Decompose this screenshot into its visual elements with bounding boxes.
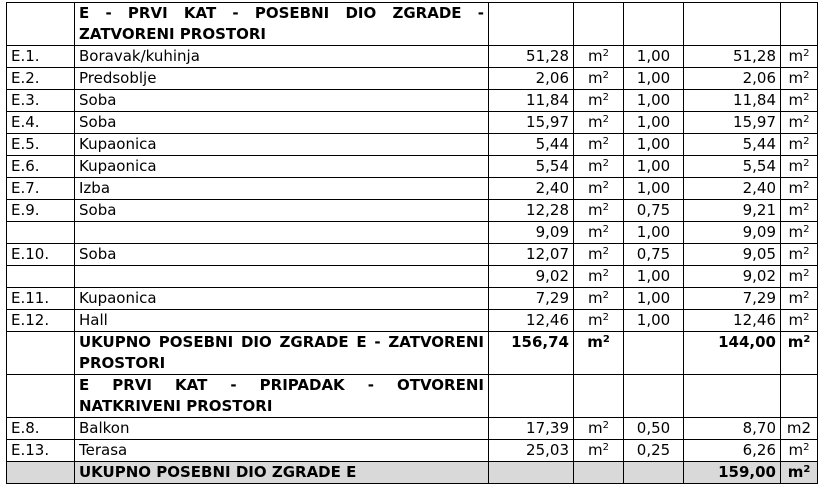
gross-unit-exponent: 2 [602, 312, 609, 323]
gross-area: 11,84 [489, 90, 574, 112]
net-unit-base: m [788, 289, 804, 307]
coefficient: 1,00 [624, 266, 684, 288]
net-unit-base: m [788, 201, 804, 219]
net-area: 2,06 [684, 68, 781, 90]
gross-unit [574, 134, 624, 156]
table-row [7, 310, 818, 332]
empty-cell [7, 375, 75, 418]
net-unit-exponent: 2 [803, 114, 810, 125]
subtotal-net-unit [781, 332, 818, 375]
gross-unit-base: m [588, 113, 603, 131]
gross-unit-exponent: 2 [602, 246, 609, 257]
net-unit [781, 222, 818, 244]
net-unit-exponent: 2 [803, 442, 810, 453]
gross-area: 5,44 [489, 134, 574, 156]
net-unit-base: m [788, 223, 804, 241]
gross-unit [574, 90, 624, 112]
gross-unit [574, 288, 624, 310]
gross-area: 17,39 [489, 418, 574, 440]
gross-unit-exponent: 2 [602, 224, 609, 235]
net-unit-exponent: 2 [803, 202, 810, 213]
empty-cell [624, 375, 684, 418]
coefficient: 0,75 [624, 244, 684, 266]
coefficient: 0,75 [624, 200, 684, 222]
room-code: E.2. [7, 68, 75, 90]
table-row [7, 200, 818, 222]
coefficient: 0,25 [624, 440, 684, 462]
room-code: E.5. [7, 134, 75, 156]
empty-cell [781, 375, 818, 418]
coefficient: 0,50 [624, 418, 684, 440]
gross-unit [574, 244, 624, 266]
room-name: Kupaonica [75, 134, 489, 156]
coefficient: 1,00 [624, 222, 684, 244]
room-code: E.1. [7, 46, 75, 68]
room-code: E.6. [7, 156, 75, 178]
net-unit-exponent: 2 [803, 136, 810, 147]
gross-area: 12,07 [489, 244, 574, 266]
net-unit [781, 418, 818, 440]
room-code: E.3. [7, 90, 75, 112]
room-code: E.12. [7, 310, 75, 332]
subtotal-unit-base: m [587, 333, 603, 351]
gross-unit-exponent: 2 [602, 290, 609, 301]
area-table-body [7, 3, 818, 484]
room-name [75, 222, 489, 244]
coefficient: 1,00 [624, 156, 684, 178]
net-unit-base: m [788, 113, 804, 131]
room-name: Predsoblje [75, 68, 489, 90]
net-unit [781, 68, 818, 90]
room-code: E.11. [7, 288, 75, 310]
subtotal-label: UKUPNO POSEBNI DIO ZGRADE E - ZATVORENI PROSTORI [75, 332, 489, 375]
net-unit-exponent: 2 [803, 48, 810, 59]
gross-unit-exponent: 2 [602, 420, 609, 431]
room-code: E.7. [7, 178, 75, 200]
net-unit [781, 178, 818, 200]
room-name: Kupaonica [75, 288, 489, 310]
net-area: 9,21 [684, 200, 781, 222]
net-unit-exponent: 2 [803, 70, 810, 81]
table-row [7, 156, 818, 178]
room-code: E.8. [7, 418, 75, 440]
subtotal-net-unit-exponent: 2 [803, 334, 811, 345]
net-area: 15,97 [684, 112, 781, 134]
table-row [7, 266, 818, 288]
subtotal-net-unit-base: m [787, 333, 804, 351]
gross-unit [574, 112, 624, 134]
table-row [7, 68, 818, 90]
empty-cell [489, 462, 574, 484]
net-area: 5,44 [684, 134, 781, 156]
subtotal-row [7, 332, 818, 375]
net-unit-exponent: 2 [803, 290, 810, 301]
gross-unit-base: m [588, 289, 603, 307]
gross-unit-exponent: 2 [602, 180, 609, 191]
total-label: UKUPNO POSEBNI DIO ZGRADE E [75, 462, 489, 484]
gross-unit-base: m [588, 179, 603, 197]
gross-area: 7,29 [489, 288, 574, 310]
gross-unit-base: m [588, 69, 603, 87]
gross-unit-base: m [588, 135, 603, 153]
gross-area: 2,40 [489, 178, 574, 200]
total-net-unit [781, 462, 818, 484]
gross-unit [574, 46, 624, 68]
empty-cell [7, 462, 75, 484]
gross-unit [574, 200, 624, 222]
subtotal-unit-exponent: 2 [602, 334, 610, 345]
net-area: 7,29 [684, 288, 781, 310]
room-code: E.9. [7, 200, 75, 222]
room-code: E.13. [7, 440, 75, 462]
section-header-closed [7, 3, 818, 46]
net-unit-base: m [788, 441, 804, 459]
gross-unit-exponent: 2 [602, 92, 609, 103]
table-row [7, 288, 818, 310]
net-unit-base: m2 [786, 419, 812, 437]
gross-unit-base: m [588, 267, 603, 285]
gross-area: 5,54 [489, 156, 574, 178]
coefficient: 1,00 [624, 90, 684, 112]
gross-unit-base: m [588, 157, 603, 175]
gross-unit [574, 178, 624, 200]
gross-unit-base: m [588, 91, 603, 109]
net-area: 9,09 [684, 222, 781, 244]
total-net-unit-exponent: 2 [803, 464, 811, 475]
gross-unit [574, 266, 624, 288]
table-row [7, 178, 818, 200]
gross-area: 12,46 [489, 310, 574, 332]
gross-unit-base: m [588, 47, 603, 65]
room-name: Terasa [75, 440, 489, 462]
coefficient: 1,00 [624, 112, 684, 134]
gross-unit-base: m [588, 419, 603, 437]
room-name: Soba [75, 90, 489, 112]
gross-area: 51,28 [489, 46, 574, 68]
gross-unit-base: m [588, 223, 603, 241]
net-unit-base: m [788, 311, 804, 329]
net-unit-exponent: 2 [803, 268, 810, 279]
gross-unit [574, 156, 624, 178]
net-area: 51,28 [684, 46, 781, 68]
table-row [7, 222, 818, 244]
table-row [7, 244, 818, 266]
gross-unit-base: m [588, 311, 603, 329]
gross-unit-base: m [588, 245, 603, 263]
net-unit-base: m [788, 157, 804, 175]
total-net: 159,00 [684, 462, 781, 484]
table-row [7, 418, 818, 440]
empty-cell [684, 375, 781, 418]
gross-unit-exponent: 2 [602, 48, 609, 59]
net-area: 11,84 [684, 90, 781, 112]
total-net-unit-base: m [787, 463, 804, 481]
empty-cell [574, 462, 624, 484]
table-row [7, 112, 818, 134]
room-name: Boravak/kuhinja [75, 46, 489, 68]
net-area: 2,40 [684, 178, 781, 200]
net-unit [781, 310, 818, 332]
net-unit-base: m [788, 245, 804, 263]
coefficient: 1,00 [624, 134, 684, 156]
coefficient: 1,00 [624, 310, 684, 332]
net-unit-exponent: 2 [803, 92, 810, 103]
gross-unit [574, 418, 624, 440]
net-unit-base: m [788, 69, 804, 87]
coefficient: 1,00 [624, 288, 684, 310]
empty-cell [624, 332, 684, 375]
room-name: Izba [75, 178, 489, 200]
gross-area: 9,09 [489, 222, 574, 244]
total-row [7, 462, 818, 484]
net-unit-base: m [788, 135, 804, 153]
gross-unit [574, 222, 624, 244]
section-header-open [7, 375, 818, 418]
net-unit-exponent: 2 [803, 246, 810, 257]
coefficient: 1,00 [624, 68, 684, 90]
subtotal-unit [574, 332, 624, 375]
table-row [7, 134, 818, 156]
net-unit [781, 288, 818, 310]
empty-cell [574, 375, 624, 418]
gross-unit-exponent: 2 [602, 442, 609, 453]
net-unit [781, 266, 818, 288]
net-unit-base: m [788, 47, 804, 65]
net-unit-exponent: 2 [803, 180, 810, 191]
net-area: 9,02 [684, 266, 781, 288]
net-unit [781, 156, 818, 178]
net-unit [781, 134, 818, 156]
gross-unit-exponent: 2 [602, 202, 609, 213]
gross-unit-exponent: 2 [602, 136, 609, 147]
gross-unit [574, 68, 624, 90]
gross-unit-exponent: 2 [602, 114, 609, 125]
net-unit-exponent: 2 [803, 224, 810, 235]
net-area: 5,54 [684, 156, 781, 178]
room-code: E.4. [7, 112, 75, 134]
gross-area: 15,97 [489, 112, 574, 134]
net-area: 6,26 [684, 440, 781, 462]
gross-area: 2,06 [489, 68, 574, 90]
net-area: 12,46 [684, 310, 781, 332]
room-name: Balkon [75, 418, 489, 440]
net-unit-base: m [788, 179, 804, 197]
gross-area: 25,03 [489, 440, 574, 462]
gross-unit-base: m [588, 441, 603, 459]
table-row [7, 90, 818, 112]
section-title: E PRVI KAT - PRIPADAK - OTVORENI NATKRIVENI PROSTORI [75, 375, 489, 418]
gross-unit [574, 310, 624, 332]
net-unit [781, 46, 818, 68]
room-name: Soba [75, 112, 489, 134]
subtotal-net: 144,00 [684, 332, 781, 375]
gross-area: 12,28 [489, 200, 574, 222]
empty-cell [624, 462, 684, 484]
table-row [7, 440, 818, 462]
gross-unit-exponent: 2 [602, 268, 609, 279]
coefficient: 1,00 [624, 178, 684, 200]
gross-unit-exponent: 2 [602, 70, 609, 81]
net-unit-base: m [788, 91, 804, 109]
net-unit [781, 112, 818, 134]
table-row [7, 46, 818, 68]
net-unit [781, 440, 818, 462]
section-title: E - PRVI KAT - POSEBNI DIO ZGRADE - ZATVORENI PROSTORI [75, 3, 489, 46]
room-name [75, 266, 489, 288]
gross-unit [574, 440, 624, 462]
net-unit [781, 244, 818, 266]
gross-area: 9,02 [489, 266, 574, 288]
room-name: Soba [75, 244, 489, 266]
room-name: Hall [75, 310, 489, 332]
gross-unit-exponent: 2 [602, 158, 609, 169]
net-unit-base: m [788, 267, 804, 285]
coefficient: 1,00 [624, 46, 684, 68]
empty-cell [7, 332, 75, 375]
room-name: Kupaonica [75, 156, 489, 178]
net-area: 9,05 [684, 244, 781, 266]
subtotal-area: 156,74 [489, 332, 574, 375]
room-code: E.10. [7, 244, 75, 266]
net-unit-exponent: 2 [803, 158, 810, 169]
room-code [7, 222, 75, 244]
net-area: 8,70 [684, 418, 781, 440]
empty-cell [489, 375, 574, 418]
room-code [7, 266, 75, 288]
area-table [6, 2, 818, 484]
net-unit-exponent: 2 [803, 312, 810, 323]
net-unit [781, 90, 818, 112]
room-name: Soba [75, 200, 489, 222]
net-unit [781, 200, 818, 222]
gross-unit-base: m [588, 201, 603, 219]
